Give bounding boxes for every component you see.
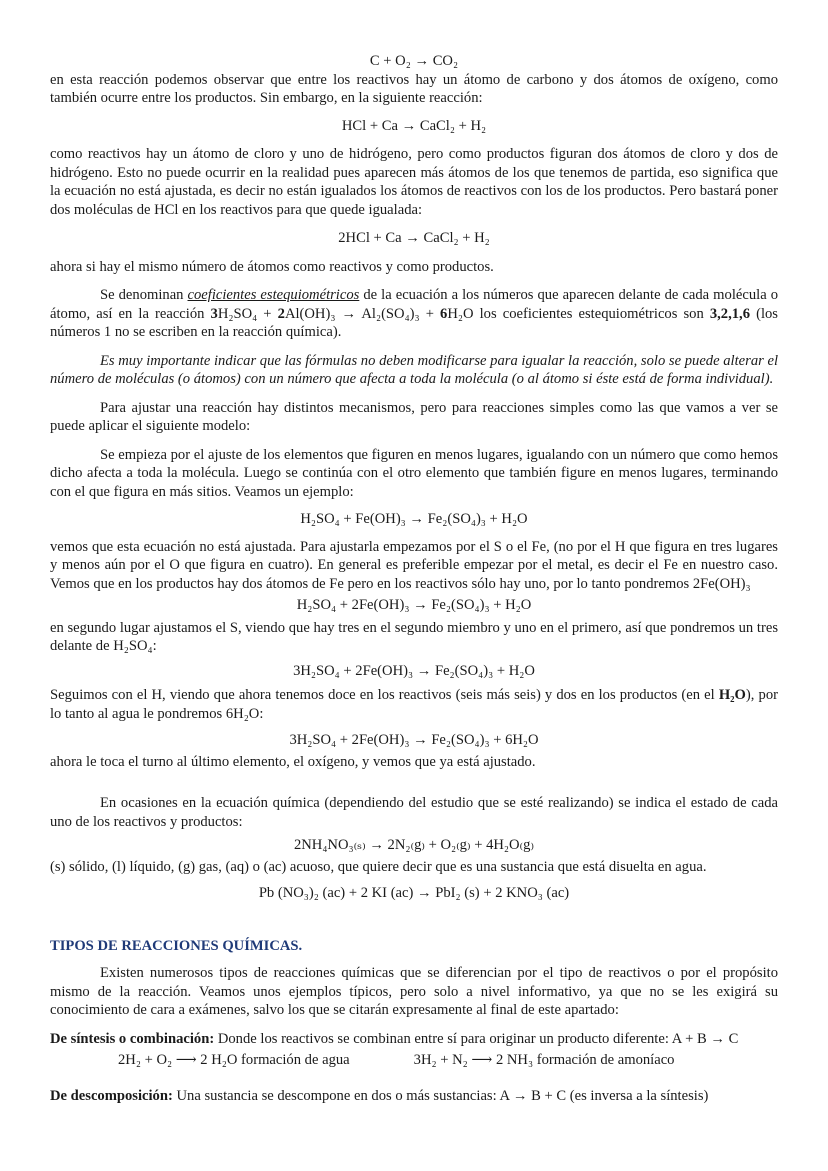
paragraph-adjust-mechanisms: Para ajustar una reacción hay distintos mecanismos, pero para reacciones simples como las que vamos a ver se puede aplicar el siguiente modelo: xyxy=(50,399,778,434)
paragraph-unbalanced-explanation: como reactivos hay un átomo de cloro y uno de hidrógeno, pero como productos figuran dos átomos de cloro y dos de hidrógeno. Esto no puede ocurrir en la realidad pues aparecen más átomos de los que tenemos de partida, eso significa que la ecuación no está ajustada, es decir no están igualados los átomos de reactivos con los de los productos. Pero bastará poner dos moléculas de HCl en los reactivos para que quede igualada: xyxy=(50,146,778,218)
example-water-formation: 2H₂ + O₂ ⟶ 2 H₂O formación de agua xyxy=(118,1052,350,1068)
equation-example-step2: 3H₂SO₄ + 2Fe(OH)₃ → Fe₂(SO₄)₃ + H₂O xyxy=(293,662,535,679)
paragraph-states: En ocasiones en la ecuación química (dependiendo del estudio que se esté realizando) se indica el estado de cada uno de los reactivos y productos: xyxy=(50,795,778,830)
paragraph-adjust-hydrogen: Seguimos con el H, viendo que ahora tenemos doce en los reactivos (seis más seis) y dos en los productos (en el H₂O), por lo tanto al agua le pondremos 6H₂O: xyxy=(50,687,778,722)
paragraph-reactants-intro: en esta reacción podemos observar que entre los reactivos hay un átomo de carbono y dos átomos de oxígeno, como también ocurre entre los productos. Sin embargo, en la siguiente reacción: xyxy=(50,71,778,106)
equation-example-step1: H₂SO₄ + 2Fe(OH)₃ → Fe₂(SO₄)₃ + H₂O xyxy=(296,597,532,613)
equation-hcl-ca-balanced: 2HCl + Ca → CaCl₂ + H₂ xyxy=(338,230,490,246)
section-heading-reaction-types: TIPOS DE REACCIONES QUÍMICAS. xyxy=(50,937,303,954)
paragraph-reaction-types-intro: Existen numerosos tipos de reacciones químicas que se diferencian por el tipo de reactivos o por el propósito mismo de la reacción. Veamos unos ejemplos típicos, pero solo a nivel informativo, ya que no se les exigirá su conocimiento de cara a exámenes, salvo los que se citarán expresamente al final de este apartado: xyxy=(50,965,778,1018)
paragraph-synthesis: De síntesis o combinación: Donde los reactivos se combinan entre sí para originar un producto diferente: A + B → C xyxy=(50,1030,739,1047)
synthesis-label: De síntesis o combinación: xyxy=(50,1030,215,1047)
equation-lead-nitrate: Pb (NO₃)₂ (ac) + 2 KI (ac) → PbI₂ (s) + 2 KNO₃ (ac) xyxy=(258,885,570,901)
paragraph-balanced-note: ahora si hay el mismo número de átomos como reactivos y como productos. xyxy=(50,258,494,275)
equation-carbon-combustion: C + O₂ → CO₂ xyxy=(369,53,459,69)
paragraph-decomposition: De descomposición: Una sustancia se descompone en dos o más sustancias: A → B + C (es inversa a la síntesis) xyxy=(50,1087,709,1104)
paragraph-important-note: Es muy importante indicar que las fórmulas no deben modificarse para igualar la reacción, solo se puede alterar el número de moléculas (o átomos) con un número que afecta a toda la molécula (o al átomo si éste está de forma individual). xyxy=(50,352,778,387)
equation-hcl-ca-unbalanced: HCl + Ca → CaCl₂ + H₂ xyxy=(341,117,487,134)
example-ammonia-formation: 3H₂ + N₂ ⟶ 2 NH₃ formación de amoníaco xyxy=(413,1052,675,1068)
equation-example-step3: 3H₂SO₄ + 2Fe(OH)₃ → Fe₂(SO₄)₃ + 6H₂O xyxy=(289,732,539,748)
coefficients-list: 3,2,1,6 xyxy=(709,305,750,322)
term-coefficients: coeficientes estequiométricos xyxy=(187,287,360,303)
paragraph-oxygen-adjusted: ahora le toca el turno al último elemento, el oxígeno, y vemos que ya está ajustado. xyxy=(50,753,536,770)
paragraph-state-legend: (s) sólido, (l) líquido, (g) gas, (aq) o (ac) acuoso, que quiere decir que es una sustancia que está disuelta en agua. xyxy=(50,858,707,875)
equation-ammonium-nitrate: 2NH₄NO₃₍ₛ₎ → 2N₂₍g₎ + O₂₍g₎ + 4H₂O₍g₎ xyxy=(293,837,535,853)
paragraph-start-with-metal: vemos que esta ecuación no está ajustada. Para ajustarla empezamos por el S o el Fe, (no por el H que figura en tres lugares y menos aún por el O que figura en cuatro). En general es preferible empezar por el metal, es decir el Fe en nuestro caso. Vemos que en los productos hay dos átomos de Fe pero en los reactivos sólo hay uno, por lo tanto pondremos 2Fe(OH)₃ xyxy=(50,538,778,592)
paragraph-adjust-sulfur: en segundo lugar ajustamos el S, viendo que hay tres en el segundo miembro y uno en el primero, así que pondremos un tres delante de H₂SO₄: xyxy=(50,619,778,654)
document-page xyxy=(50,48,778,1105)
decomposition-label: De descomposición: xyxy=(50,1087,173,1104)
paragraph-stoichiometric-coefficients: Se denominan coeficientes estequiométricos de la ecuación a los números que aparecen delante de cada molécula o átomo, así en la reacción 3H₂SO₄ + 2Al(OH)₃ → Al₂(SO₄)₃ + 6H₂O los coeficientes estequiométricos son 3,2,1,6 (los números 1 no se escriben en la reacción química). xyxy=(50,287,778,340)
equation-example-unbalanced: H₂SO₄ + Fe(OH)₃ → Fe₂(SO₄)₃ + H₂O xyxy=(300,511,528,527)
synthesis-examples xyxy=(50,1051,778,1070)
paragraph-adjust-model: Se empieza por el ajuste de los elementos que figuren en menos lugares, igualando con un número que como hemos dicho afecta a toda la molécula. Luego se continúa con el otro elemento que también figure en menos lugares, terminando con el que figura en más sitios. Veamos un ejemplo: xyxy=(50,446,778,500)
